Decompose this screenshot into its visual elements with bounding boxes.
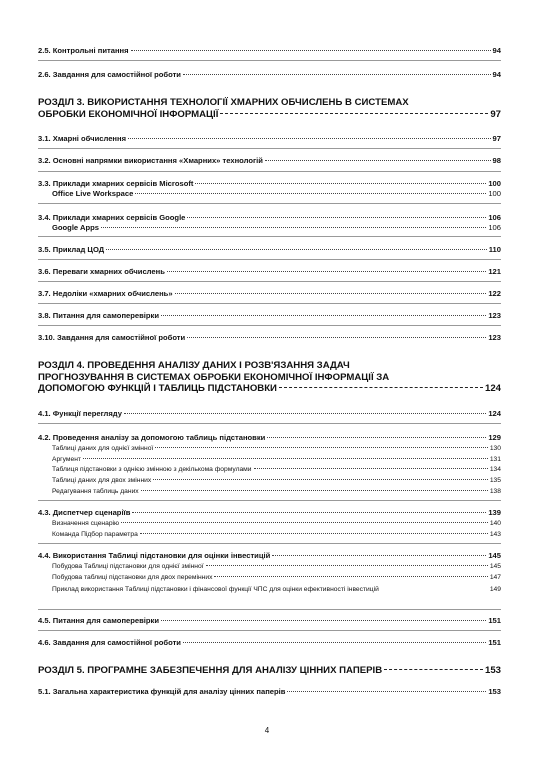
chapter-title-line: РОЗДІЛ 5. ПРОГРАМНЕ ЗАБЕЗПЕЧЕННЯ ДЛЯ АНАЛІЗУ ЦІННИХ ПАПЕРІВ xyxy=(38,665,383,676)
toc-entry-4-1[interactable] xyxy=(38,410,501,418)
toc-page-number: 149 xyxy=(489,586,501,593)
chapter-title-line: РОЗДІЛ 3. ВИКОРИСТАННЯ ТЕХНОЛОГІЇ ХМАРНИХ ОБЧИСЛЕНЬ В СИСТЕМАХ xyxy=(38,97,409,108)
toc-page-number: 153 xyxy=(484,665,501,676)
toc-entry-title: Аргумент xyxy=(52,456,81,463)
toc-entry-title: Office Live Workspace xyxy=(52,189,134,198)
toc-entry-title: Таблиця підстановки з однією змінною з декількома формулами xyxy=(52,466,252,473)
toc-page-number: 121 xyxy=(488,267,501,276)
divider xyxy=(38,543,501,544)
toc-entry-title: 4.4. Використання Таблиці підстановки для оцінки інвестицій xyxy=(38,551,271,560)
toc-entry-title: 4.2. Проведення аналізу за допомогою таблиць підстановки xyxy=(38,433,266,442)
toc-page-number: 145 xyxy=(489,563,501,570)
toc-entry-title: Побудова Таблиці підстановки для однієї змінної xyxy=(52,563,204,570)
dot-leader xyxy=(167,271,486,272)
divider xyxy=(38,630,501,631)
divider xyxy=(38,500,501,501)
toc-page-number: 110 xyxy=(488,245,501,254)
toc-entry-title: 4.5. Питання для самоперевірки xyxy=(38,616,159,625)
dot-leader xyxy=(140,533,488,534)
dot-leader xyxy=(141,490,488,491)
toc-entry-title: 2.6. Завдання для самостійної роботи xyxy=(38,70,181,79)
dot-leader xyxy=(161,620,486,621)
dot-leader xyxy=(132,512,486,513)
toc-page-number: 124 xyxy=(488,409,501,418)
toc-page-number: 123 xyxy=(488,311,501,320)
dash-leader xyxy=(220,113,488,114)
toc-entry-3-5[interactable] xyxy=(38,246,501,254)
dot-leader xyxy=(183,74,491,75)
toc-entry-2-6[interactable] xyxy=(38,71,501,79)
toc-chapter-3[interactable] xyxy=(38,97,501,120)
toc-subentry[interactable] xyxy=(52,478,501,485)
divider xyxy=(38,259,501,260)
toc-entry-title: 3.3. Приклади хмарних сервісів Microsoft xyxy=(38,179,194,188)
dash-leader xyxy=(384,669,483,670)
toc-entry-title: Приклад використання Таблиці підстановки і фінансової функції ЧПС для оцінки ефективності інвестицій xyxy=(52,586,379,593)
toc-page-number: 123 xyxy=(488,333,501,342)
toc-page-number: 151 xyxy=(488,638,501,647)
toc-page-number: 135 xyxy=(489,477,501,484)
toc-entry-3-4[interactable] xyxy=(38,214,501,222)
toc-page-number: 97 xyxy=(490,108,501,120)
toc-page-number: 130 xyxy=(489,445,501,452)
divider xyxy=(38,325,501,326)
toc-entry-3-6[interactable] xyxy=(38,268,501,276)
dot-leader xyxy=(265,160,491,161)
toc-page-number: 145 xyxy=(488,551,501,560)
chapter-title-line: ДОПОМОГОЮ ФУНКЦІЙ І ТАБЛИЦЬ ПІДСТАНОВКИ xyxy=(38,383,277,394)
divider xyxy=(38,60,501,61)
toc-entry-title: 2.5. Контрольні питання xyxy=(38,46,129,55)
chapter-title-line: РОЗДІЛ 4. ПРОВЕДЕННЯ АНАЛІЗУ ДАНИХ І РОЗВ'ЯЗАННЯ ЗАДАЧ xyxy=(38,360,350,371)
toc-subentry[interactable] xyxy=(52,467,501,474)
dot-leader xyxy=(272,555,486,556)
toc-entry-2-5[interactable] xyxy=(38,47,501,55)
toc-subentry[interactable] xyxy=(52,532,501,539)
toc-subentry[interactable] xyxy=(52,564,501,571)
toc-page-number: 122 xyxy=(488,289,501,298)
toc-page-number: 100 xyxy=(488,179,501,188)
toc-entry-3-7[interactable] xyxy=(38,290,501,298)
toc-page-number: 151 xyxy=(488,616,501,625)
chapter-title-line: ПРОГНОЗУВАННЯ В СИСТЕМАХ ОБРОБКИ ЕКОНОМІЧНОЇ ІНФОРМАЦІЇ ЗА xyxy=(38,371,390,383)
divider xyxy=(38,423,501,424)
toc-entry-title: 3.10. Завдання для самостійної роботи xyxy=(38,333,186,342)
toc-entry-3-8[interactable] xyxy=(38,312,501,320)
dot-leader xyxy=(187,217,486,218)
toc-chapter-4[interactable] xyxy=(38,360,501,395)
dot-leader xyxy=(183,642,486,643)
toc-entry-3-10[interactable] xyxy=(38,334,501,342)
toc-entry-title: 3.6. Переваги хмарних обчислень xyxy=(38,267,165,276)
toc-page-number: 100 xyxy=(488,189,501,198)
toc-subentry[interactable] xyxy=(52,575,501,582)
toc-page-number: 131 xyxy=(489,456,501,463)
toc-entry-4-2[interactable] xyxy=(38,434,501,442)
toc-page-number: 94 xyxy=(492,70,501,79)
toc-subentry[interactable] xyxy=(52,489,501,496)
toc-subentry[interactable] xyxy=(52,521,501,528)
toc-subentry-google-apps[interactable] xyxy=(52,224,501,232)
toc-page-number: 106 xyxy=(488,223,501,232)
dot-leader xyxy=(131,50,491,51)
toc-entry-3-1[interactable] xyxy=(38,135,501,143)
toc-entry-title: 3.4. Приклади хмарних сервісів Google xyxy=(38,213,186,222)
toc-page-number: 134 xyxy=(489,466,501,473)
toc-entry-title: Побудова таблиці підстановки для двох перемінних xyxy=(52,574,213,581)
toc-entry-title: Команда Підбор параметра xyxy=(52,531,138,538)
toc-entry-title: 3.7. Недоліки «хмарних обчислень» xyxy=(38,289,173,298)
dot-leader xyxy=(135,193,486,194)
dot-leader xyxy=(106,249,487,250)
toc-entry-3-3[interactable] xyxy=(38,180,501,188)
chapter-title-line: ОБРОБКИ ЕКОНОМІЧНОЇ ІНФОРМАЦІЇ xyxy=(38,108,219,120)
toc-entry-title: 3.2. Основні напрямки використання «Хмарних» технологій xyxy=(38,156,263,165)
toc-page-number: 153 xyxy=(488,687,501,696)
toc-page-number: 147 xyxy=(489,574,501,581)
toc-page-number: 106 xyxy=(488,213,501,222)
toc-subentry[interactable] xyxy=(52,446,501,453)
dot-leader xyxy=(153,479,488,480)
dot-leader xyxy=(175,293,487,294)
page-number: 4 xyxy=(264,726,270,735)
dot-leader xyxy=(267,437,486,438)
dot-leader xyxy=(161,315,486,316)
toc-chapter-5[interactable] xyxy=(38,665,501,677)
toc-page-number: 98 xyxy=(492,156,501,165)
divider xyxy=(38,236,501,237)
divider xyxy=(38,148,501,149)
toc-page-number: 97 xyxy=(492,134,501,143)
toc-entry-title: 3.8. Питання для самоперевірки xyxy=(38,311,159,320)
toc-entry-title: 3.5. Приклад ЦОД xyxy=(38,245,105,254)
toc-page-number: 139 xyxy=(488,508,501,517)
toc-subentry[interactable] xyxy=(52,457,501,464)
toc-entry-title: 4.1. Функції перегляду xyxy=(38,409,122,418)
divider xyxy=(38,281,501,282)
toc-entry-title: Редагування таблиць даних xyxy=(52,488,139,495)
dot-leader xyxy=(206,565,488,566)
dot-leader xyxy=(214,576,487,577)
toc-entry-4-5[interactable] xyxy=(38,617,501,625)
toc-entry-3-2[interactable] xyxy=(38,157,501,165)
toc-entry-title: Визначення сценарію xyxy=(52,520,120,527)
toc-entry-title: Таблиці даних для однієї змінної xyxy=(52,445,154,452)
toc-page-number: 138 xyxy=(489,488,501,495)
toc-page-number: 140 xyxy=(489,520,501,527)
toc-entry-title: 5.1. Загальна характеристика функцій для аналізу цінних паперів xyxy=(38,687,286,696)
toc-page-number: 124 xyxy=(484,383,501,394)
dot-leader xyxy=(187,337,486,338)
divider xyxy=(38,171,501,172)
toc-entry-4-4[interactable] xyxy=(38,552,501,560)
toc-entry-4-3[interactable] xyxy=(38,509,501,517)
toc-entry-5-1[interactable] xyxy=(38,688,501,696)
divider xyxy=(38,203,501,204)
toc-subentry-wrapped[interactable] xyxy=(52,586,501,595)
toc-entry-title: 4.3. Диспетчер сценаріїв xyxy=(38,508,131,517)
toc-page-number: 94 xyxy=(492,46,501,55)
dot-leader xyxy=(124,413,486,414)
dash-leader xyxy=(279,387,483,388)
toc-entry-title: Google Apps xyxy=(52,223,99,232)
toc-entry-title: Таблиці даних для двох змінних xyxy=(52,477,152,484)
dot-leader xyxy=(101,227,486,228)
dot-leader xyxy=(287,691,486,692)
dot-leader xyxy=(195,183,486,184)
divider xyxy=(38,303,501,304)
toc-entry-title: 3.1. Хмарні обчислення xyxy=(38,134,127,143)
toc-entry-title: 4.6. Завдання для самостійної роботи xyxy=(38,638,181,647)
toc-page-number: 143 xyxy=(489,531,501,538)
toc-subentry-office-live[interactable] xyxy=(52,190,501,198)
dot-leader xyxy=(155,447,488,448)
toc-entry-4-6[interactable] xyxy=(38,639,501,647)
dot-leader xyxy=(128,138,491,139)
dot-leader xyxy=(83,458,488,459)
toc-page-number: 129 xyxy=(488,433,501,442)
divider xyxy=(38,609,501,610)
dot-leader xyxy=(254,468,488,469)
dot-leader xyxy=(121,522,488,523)
